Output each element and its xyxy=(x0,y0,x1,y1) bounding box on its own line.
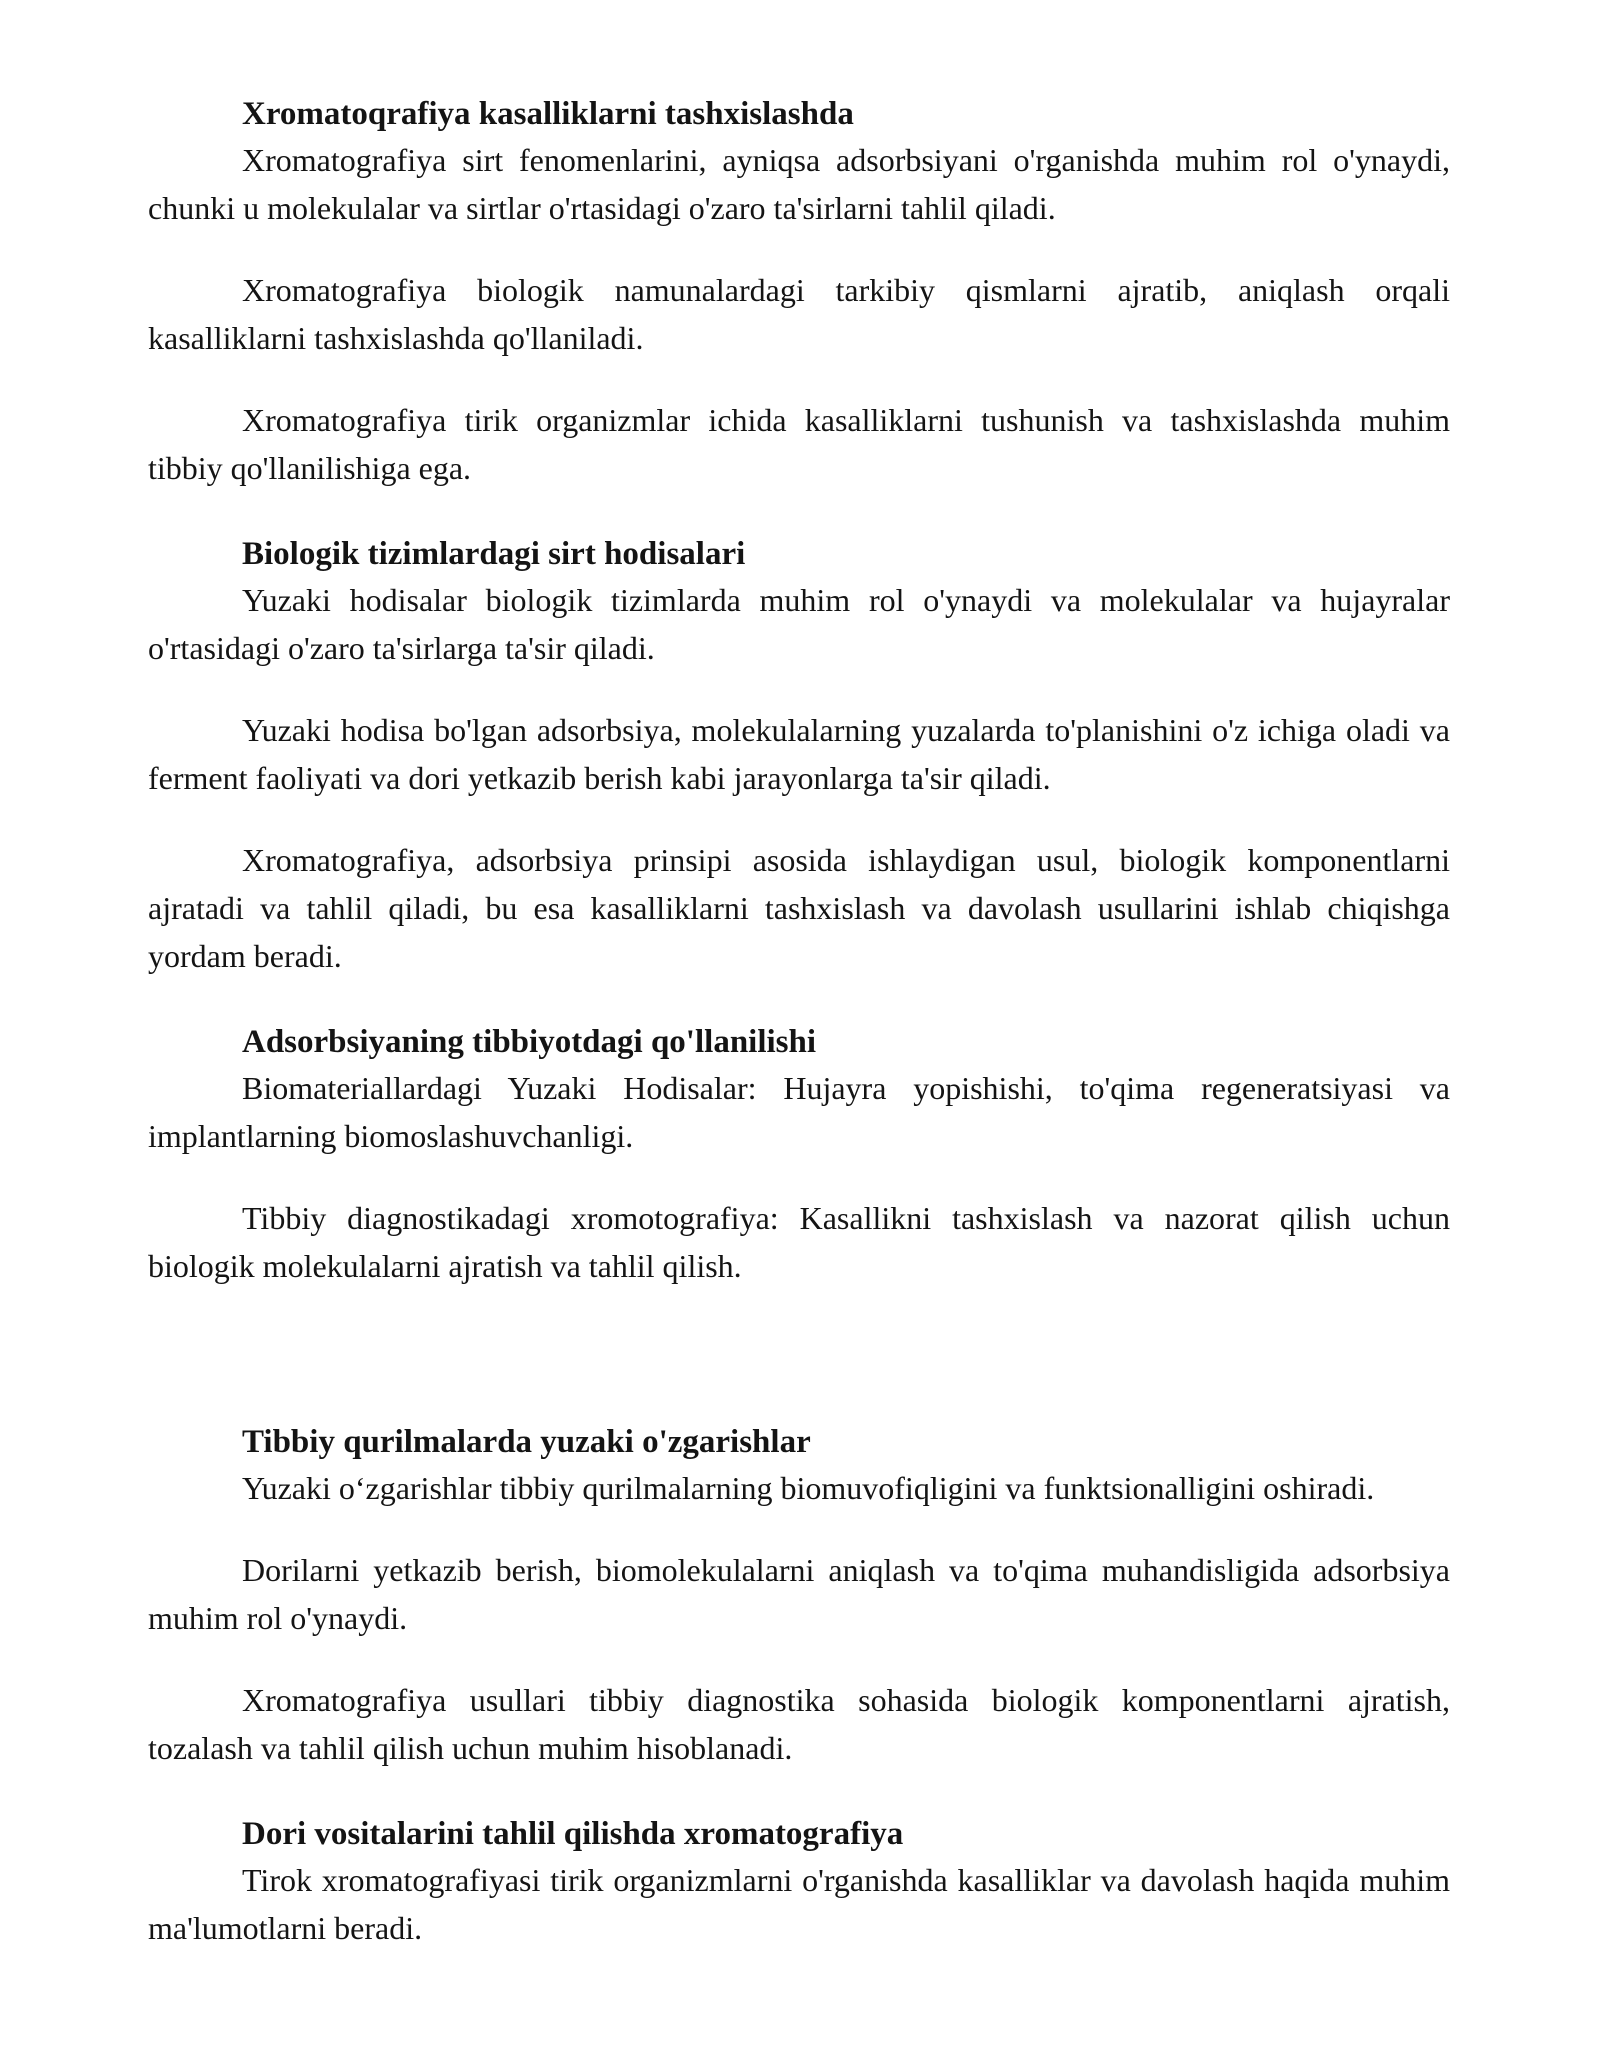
paragraph: Xromatografiya biologik namunalardagi tarkibiy qismlarni ajratib, aniqlash orqali kasalliklarni tashxislashda qo'llaniladi. xyxy=(148,272,1450,356)
section-adsorption-medicine xyxy=(148,1020,1450,1290)
document-page xyxy=(148,92,1450,1986)
section-heading: Dori vositalarini tahlil qilishda xromatografiya xyxy=(242,1816,904,1852)
paragraph: Yuzaki hodisalar biologik tizimlarda muhim rol o'ynaydi va molekulalar va hujayralar o'rtasidagi o'zaro ta'sirlarga ta'sir qiladi. xyxy=(148,582,1450,666)
paragraph: Tirok xromatografiyasi tirik organizmlarni o'rganishda kasalliklar va davolash haqida muhim ma'lumotlarni beradi. xyxy=(148,1862,1450,1946)
paragraph: Biomateriallardagi Yuzaki Hodisalar: Hujayra yopishishi, to'qima regeneratsiyasi va implantlarning biomoslashuvchanligi. xyxy=(148,1070,1450,1154)
paragraph: Xromatografiya sirt fenomenlarini, ayniqsa adsorbsiyani o'rganishda muhim rol o'ynaydi, chunki u molekulalar va sirtlar o'rtasidagi o'zaro ta'sirlarni tahlil qiladi. xyxy=(148,142,1450,226)
paragraph: Xromatografiya, adsorbsiya prinsipi asosida ishlaydigan usul, biologik komponentlarni ajratadi va tahlil qiladi, bu esa kasalliklarni tashxislash va davolash usullarini ishlab chiqishga yordam beradi. xyxy=(148,842,1450,974)
paragraph: Xromatografiya usullari tibbiy diagnostika sohasida biologik komponentlarni ajratish, tozalash va tahlil qilish uchun muhim hisoblanadi. xyxy=(148,1682,1450,1766)
section-heading: Adsorbsiyaning tibbiyotdagi qo'llanilishi xyxy=(242,1024,817,1060)
section-heading: Tibbiy qurilmalarda yuzaki o'zgarishlar xyxy=(242,1424,811,1460)
section-drug-analysis xyxy=(148,1812,1450,1952)
paragraph: Tibbiy diagnostikadagi xromotografiya: Kasallikni tashxislash va nazorat qilish uchun biologik molekulalarni ajratish va tahlil qilish. xyxy=(148,1200,1450,1284)
section-heading: Biologik tizimlardagi sirt hodisalari xyxy=(242,536,746,572)
paragraph: Yuzaki hodisa bo'lgan adsorbsiya, molekulalarning yuzalarda to'planishini o'z ichiga oladi va ferment faoliyati va dori yetkazib berish kabi jarayonlarga ta'sir qiladi. xyxy=(148,712,1450,796)
paragraph: Yuzaki o‘zgarishlar tibbiy qurilmalarning biomuvofiqligini va funktsionalligini oshiradi. xyxy=(242,1470,1375,1506)
section-diagnosis xyxy=(148,92,1450,492)
section-biological-systems xyxy=(148,532,1450,980)
section-medical-devices xyxy=(148,1420,1450,1772)
paragraph: Xromatografiya tirik organizmlar ichida kasalliklarni tushunish va tashxislashda muhim tibbiy qo'llanilishiga ega. xyxy=(148,402,1450,486)
paragraph: Dorilarni yetkazib berish, biomolekulalarni aniqlash va to'qima muhandisligida adsorbsiya muhim rol o'ynaydi. xyxy=(148,1552,1450,1636)
section-heading: Xromatoqrafiya kasalliklarni tashxislashda xyxy=(242,96,854,132)
